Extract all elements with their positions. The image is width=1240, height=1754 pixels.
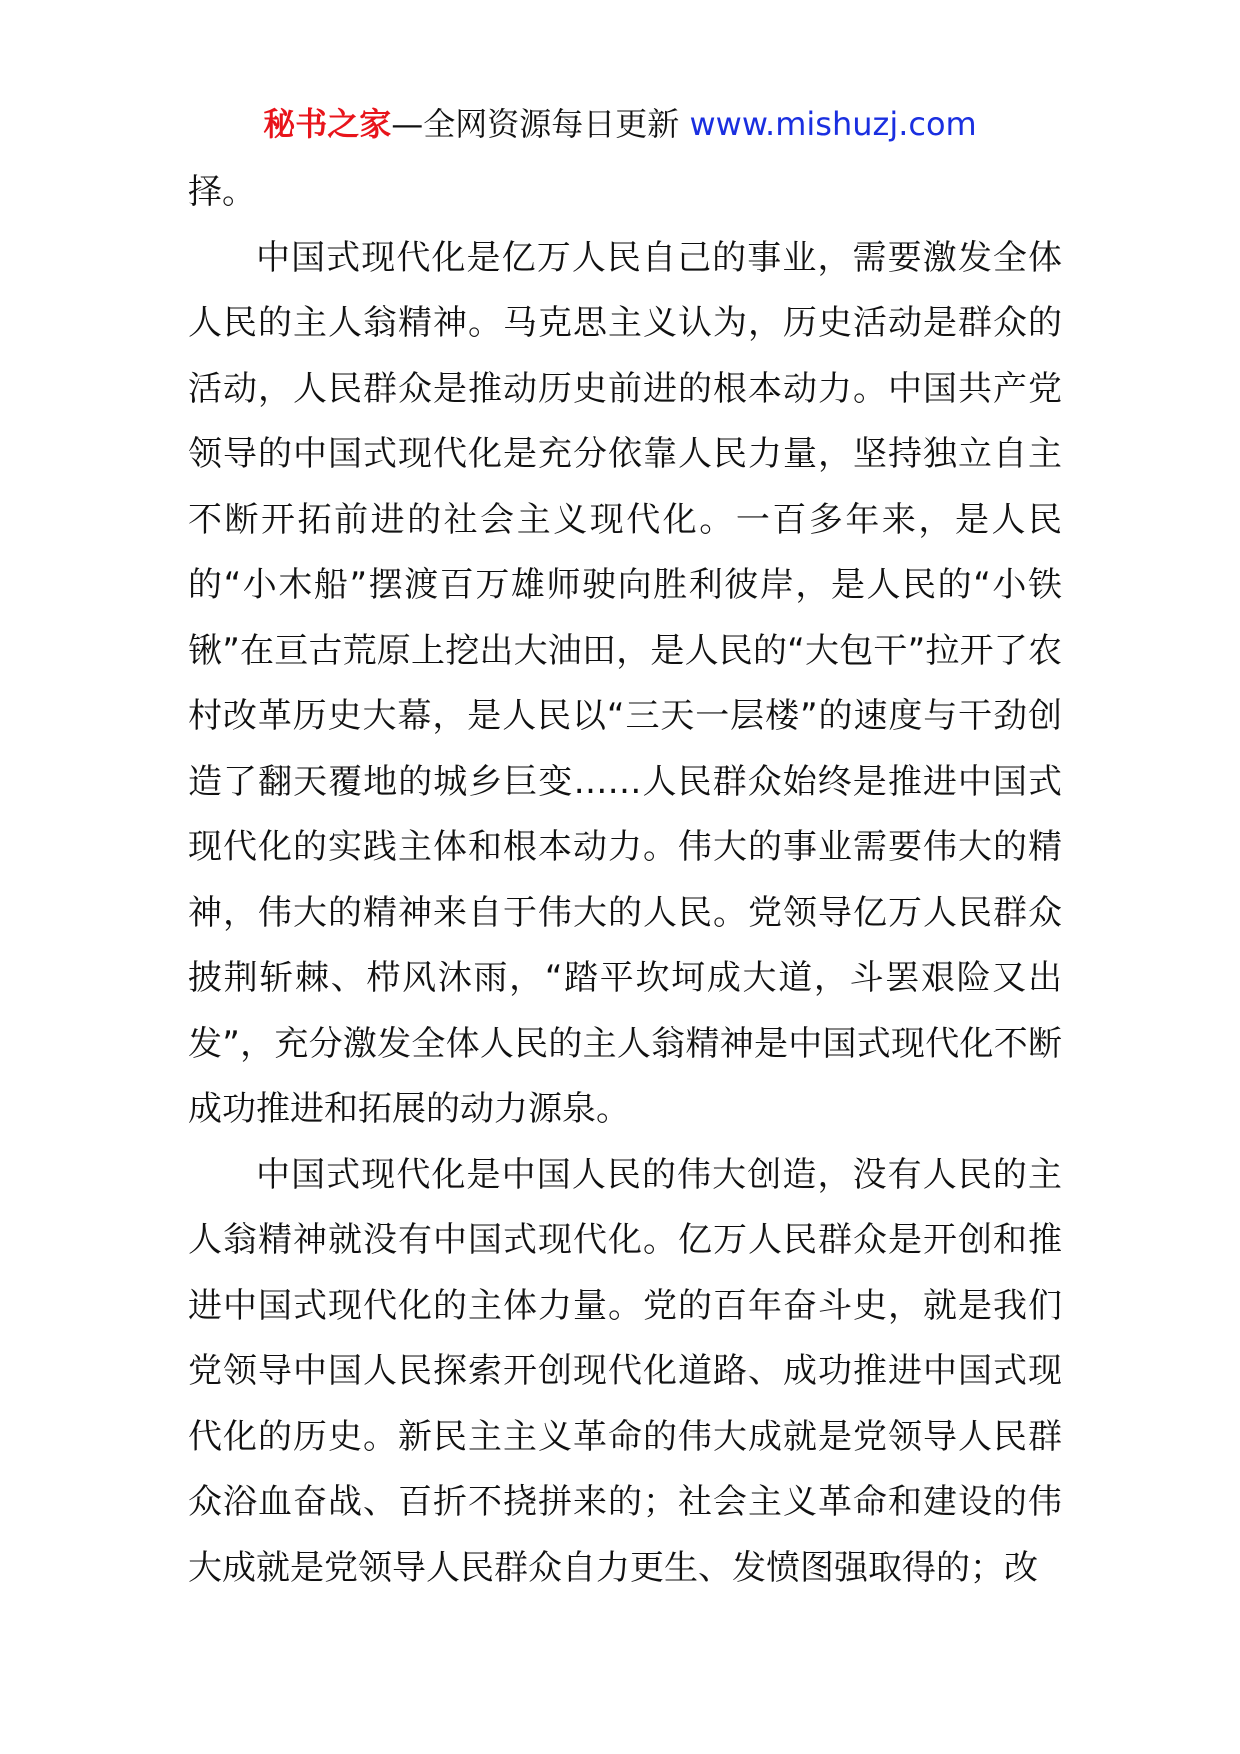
header-site-link[interactable]: www.mishuzj.com [689,105,977,143]
document-body [188,160,1062,1601]
page-header [0,98,1240,150]
header-tagline: —全网资源每日更新 [391,105,690,143]
paragraph: 中国式现代化是亿万人民自己的事业，需要激发全体人民的主人翁精神。马克思主义认为，历史活动是群众的活动，人民群众是推动历史前进的根本动力。中国共产党领导的中国式现代化是充分依靠人民力量，坚持独立自主不断开拓前进的社会主义现代化。一百多年来，是人民的“小木船”摆渡百万雄师驶向胜利彼岸，是人民的“小铁锹”在亘古荒原上挖出大油田，是人民的“大包干”拉开了农村改革历史大幕，是人民以“三天一层楼”的速度与干劲创造了翻天覆地的城乡巨变……人民群众始终是推进中国式现代化的实践主体和根本动力。伟大的事业需要伟大的精神，伟大的精神来自于伟大的人民。党领导亿万人民群众披荆斩棘、栉风沐雨，“踏平坎坷成大道，斗罢艰险又出发”，充分激发全体人民的主人翁精神是中国式现代化不断成功推进和拓展的动力源泉。 [188,237,1062,1129]
header-brand: 秘书之家 [263,105,392,143]
paragraph: 中国式现代化是中国人民的伟大创造，没有人民的主人翁精神就没有中国式现代化。亿万人民群众是开创和推进中国式现代化的主体力量。党的百年奋斗史，就是我们党领导中国人民探索开创现代化道路、成功推进中国式现代化的历史。新民主主义革命的伟大成就是党领导人民群众浴血奋战、百折不挠拼来的；社会主义革命和建设的伟大成就是党领导人民群众自力更生、发愤图强取得的；改 [188,1154,1062,1588]
paragraph-continuation: 择。 [188,172,256,212]
